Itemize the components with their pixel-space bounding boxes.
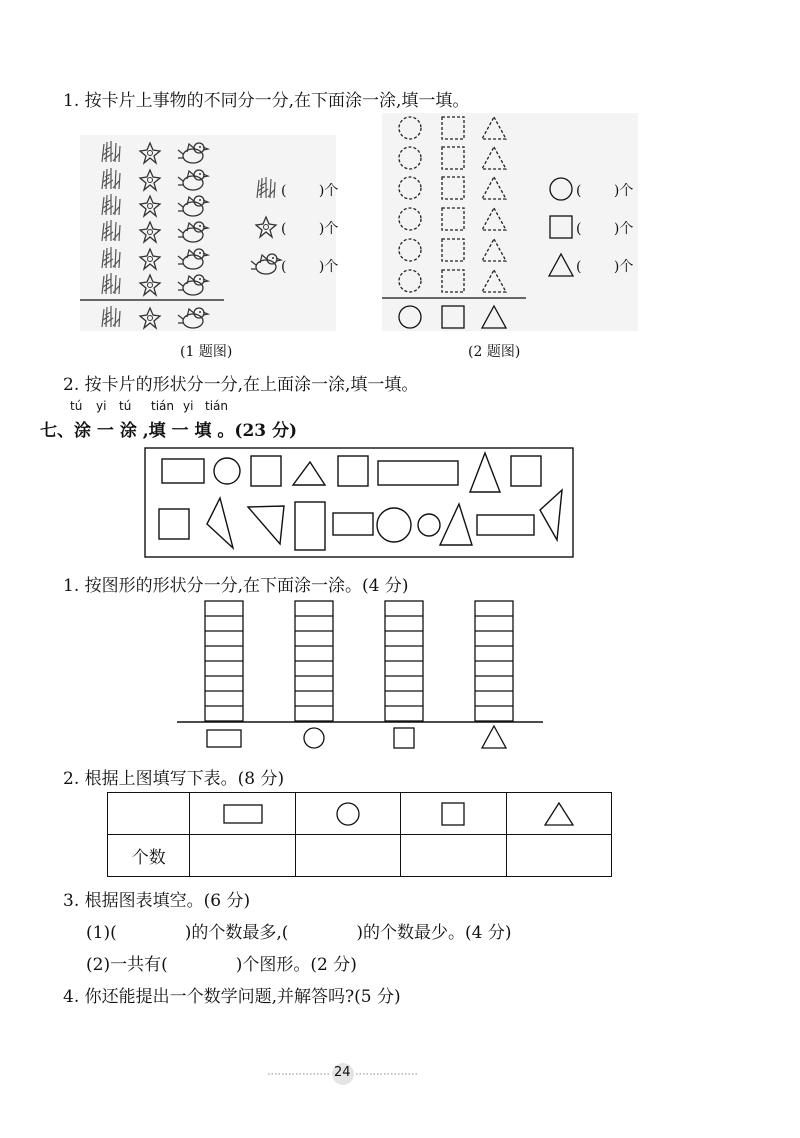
rectangle-icon — [222, 802, 264, 826]
triangle-shape — [470, 453, 500, 492]
rectangle-shape — [378, 461, 458, 485]
fig1-blank-flower[interactable]: ( )个 — [281, 221, 339, 237]
pinyin-yi-2: yi — [183, 399, 194, 413]
sec7-sub4: 4. 你还能提出一个数学问题,并解答吗?(5 分) — [63, 987, 401, 1007]
square-icon — [439, 800, 467, 828]
rectangle-shape — [477, 515, 534, 535]
count-cell-triangle[interactable] — [506, 835, 611, 877]
square-icon — [394, 728, 414, 748]
triangle-shape — [293, 462, 325, 485]
table-count-row — [108, 835, 612, 877]
circle-shape — [214, 458, 240, 484]
square-shape — [511, 456, 541, 486]
fig1-blank-bird[interactable]: ( )个 — [281, 259, 339, 275]
triangle-shape — [207, 498, 233, 548]
fig2-blank-square[interactable]: ( )个 — [576, 221, 634, 237]
rectangle-shape — [162, 459, 204, 483]
triangle-shape — [440, 504, 472, 545]
fig2-blank-circle[interactable]: ( )个 — [576, 183, 634, 199]
count-cell-square[interactable] — [401, 835, 506, 877]
q1-instruction: 1. 按卡片上事物的不同分一分,在下面涂一涂,填一填。 — [63, 91, 470, 111]
sec7-sub3-2[interactable]: (2)一共有( )个图形。(2 分) — [86, 955, 357, 975]
count-table — [107, 792, 612, 877]
square-shape — [338, 456, 368, 486]
rectangle-icon — [207, 730, 241, 747]
pinyin-tian-2: tián — [205, 399, 228, 413]
count-cell-rectangle[interactable] — [190, 835, 295, 877]
fig1-blank-grass[interactable]: ( )个 — [281, 183, 339, 199]
bar-column-rectangle[interactable] — [205, 601, 243, 721]
table-header-rectangle — [190, 793, 295, 835]
bar-column-square[interactable] — [385, 601, 423, 721]
pinyin-tu-1: tú — [70, 399, 83, 413]
page-number: 24 — [334, 1065, 351, 1080]
q2-instruction: 2. 按卡片的形状分一分,在上面涂一涂,填一填。 — [63, 375, 419, 395]
table-header-empty — [108, 793, 190, 835]
table-row-label: 个数 — [108, 835, 190, 877]
fig1-caption: (1 题图) — [180, 344, 233, 360]
bar-column-circle[interactable] — [295, 601, 333, 721]
sec7-sub3-1[interactable]: (1)( )的个数最多,( )的个数最少。(4 分) — [86, 923, 512, 943]
triangle-shape — [248, 506, 284, 544]
rectangle-shape — [333, 513, 373, 535]
fig2-caption: (2 题图) — [468, 344, 521, 360]
pinyin-tian-1: tián — [151, 399, 174, 413]
pinyin-tu-2: tú — [119, 399, 132, 413]
triangle-icon — [542, 800, 576, 828]
rectangle-shape — [295, 502, 325, 550]
table-header-square — [401, 793, 506, 835]
circle-shape — [418, 514, 440, 536]
section7-title: 七、涂 一 涂 ,填 一 填 。(23 分) — [40, 421, 298, 441]
count-cell-circle[interactable] — [295, 835, 400, 877]
square-shape — [251, 456, 281, 486]
circle-shape — [377, 508, 411, 542]
square-shape — [159, 509, 189, 539]
circle-icon — [334, 800, 362, 828]
triangle-shape — [540, 490, 562, 540]
table-header-circle — [295, 793, 400, 835]
table-header-row — [108, 793, 612, 835]
bar-column-triangle[interactable] — [475, 601, 513, 721]
circle-icon — [304, 728, 324, 748]
fig2-blank-triangle[interactable]: ( )个 — [576, 259, 634, 275]
table-header-triangle — [506, 793, 611, 835]
triangle-icon — [482, 726, 506, 748]
pinyin-yi-1: yi — [96, 399, 107, 413]
shapes-card — [145, 448, 573, 557]
sec7-sub1: 1. 按图形的形状分一分,在下面涂一涂。(4 分) — [63, 576, 409, 596]
sec7-sub3: 3. 根据图表填空。(6 分) — [63, 891, 251, 911]
sec7-sub2: 2. 根据上图填写下表。(8 分) — [63, 769, 285, 789]
